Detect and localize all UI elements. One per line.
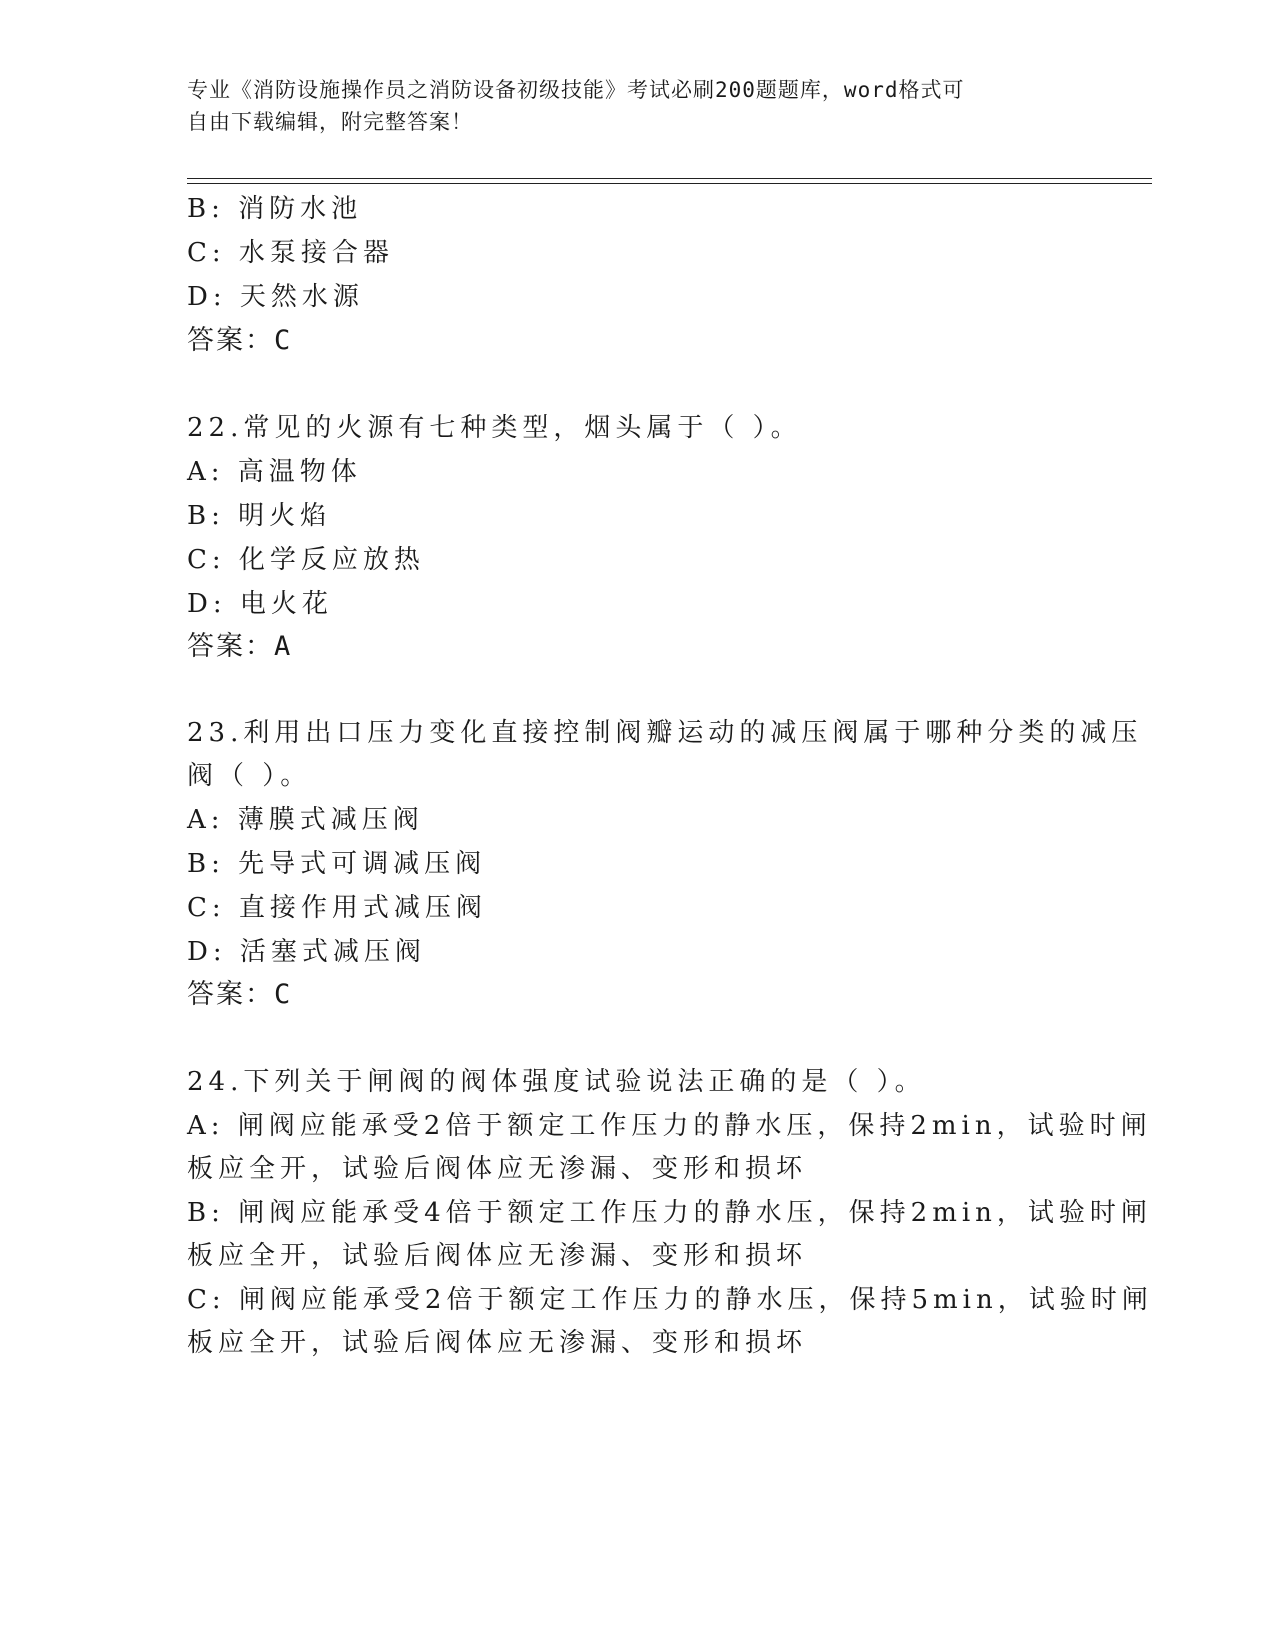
q22-stem: 22.常见的火源有七种类型，烟头属于（ ）。 <box>187 413 802 443</box>
q22-option-b: B: 明火焰 <box>187 501 332 531</box>
q22-answer: 答案：A <box>187 631 293 662</box>
q22-option-d: D: 电火花 <box>187 589 333 619</box>
q23-stem-line-2: 阀（ ）。 <box>187 761 312 791</box>
q23-answer: 答案：C <box>187 979 293 1010</box>
document-header <box>187 74 1087 138</box>
q21-option-c: C: 水泵接合器 <box>187 238 394 268</box>
q23-stem-line-1: 23.利用出口压力变化直接控制阀瓣运动的减压阀属于哪种分类的减压 <box>187 718 1143 748</box>
q21-option-b: B: 消防水池 <box>187 194 363 224</box>
q24-option-a-line-2: 板应全开，试验后阀体应无渗漏、变形和损坏 <box>187 1154 808 1184</box>
header-line-1: 专业《消防设施操作员之消防设备初级技能》考试必刷200题题库，word格式可 <box>187 78 965 102</box>
header-rule-top <box>187 178 1152 179</box>
q24-option-c-line-2: 板应全开，试验后阀体应无渗漏、变形和损坏 <box>187 1328 808 1358</box>
header-rule-bottom <box>187 183 1152 184</box>
q24-option-c-line-1: C: 闸阀应能承受2倍于额定工作压力的静水压，保持5min，试验时闸 <box>187 1285 1153 1315</box>
q24-stem: 24.下列关于闸阀的阀体强度试验说法正确的是（ ）。 <box>187 1067 926 1097</box>
q24-option-b-line-1: B: 闸阀应能承受4倍于额定工作压力的静水压，保持2min，试验时闸 <box>187 1198 1152 1228</box>
q21-option-d: D: 天然水源 <box>187 282 364 312</box>
q22-option-c: C: 化学反应放热 <box>187 545 425 575</box>
q22-option-a: A: 高温物体 <box>187 457 362 487</box>
q23-option-b: B: 先导式可调减压阀 <box>187 849 487 879</box>
q23-option-c: C: 直接作用式减压阀 <box>187 893 487 923</box>
q23-option-a: A: 薄膜式减压阀 <box>187 805 424 835</box>
q24-option-b-line-2: 板应全开，试验后阀体应无渗漏、变形和损坏 <box>187 1241 808 1271</box>
q24-option-a-line-1: A: 闸阀应能承受2倍于额定工作压力的静水压，保持2min，试验时闸 <box>187 1111 1152 1141</box>
header-line-2: 自由下载编辑，附完整答案！ <box>187 110 473 134</box>
q21-answer: 答案：C <box>187 325 293 356</box>
q23-option-d: D: 活塞式减压阀 <box>187 937 426 967</box>
